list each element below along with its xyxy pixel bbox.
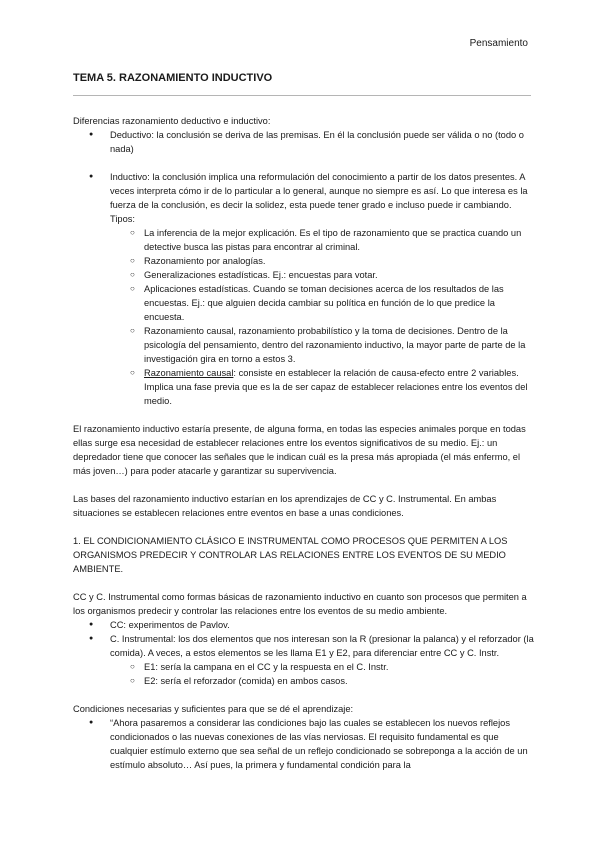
- section-intro: CC y C. Instrumental como formas básicas de razonamiento inductivo en cuanto son procesos que permiten a los organismos predecir y controlar las relaciones entre los eventos de su medio ambiente.: [73, 592, 527, 616]
- tipo-item-causal: [110, 366, 535, 408]
- list-item-quote: ● “Ahora pasaremos a considerar las condiciones bajo las cuales se establecen los nuevos reflejos condicionados o las nuevas conexiones de las vías nerviosas. El requisito fundamental es que cualquier estímulo externo que sea señal de un reflejo condicionado se sobreponga a la acción de un estímulo absoluto… Así pues, la primera y fundamental condición para la: [73, 716, 535, 772]
- causal-text: : consiste en establecer la relación de causa-efecto entre 2 variables. Implica una fase previa que es la de ser capaz de establecer relaciones entre los eventos del medio.: [144, 368, 528, 406]
- e-list: [110, 660, 535, 688]
- condiciones-list: [73, 716, 535, 772]
- header-subject: Pensamiento: [469, 38, 528, 49]
- condiciones-intro: Condiciones necesarias y suficientes para que se dé el aprendizaje:: [73, 704, 354, 714]
- tipo-item: ○ Razonamiento por analogías.: [110, 254, 535, 268]
- inductivo-text: Inductivo: la conclusión implica una reformulación del conocimiento a partir de los datos presentes. A veces interpreta cómo ir de lo particular a lo general, aunque no siempre es así. Lo que interesa es la fuerza de la conclusión, es decir la solidez, esta puede tener grado e incluso puede ir cambiando. Tipos:: [110, 172, 528, 224]
- page-title: TEMA 5. RAZONAMIENTO INDUCTIVO: [73, 72, 273, 84]
- diferencias-list: [73, 128, 535, 156]
- ci-text: C. Instrumental: los dos elementos que nos interesan son la R (presionar la palanca) y el reforzador (la comida). A veces, a estos elementos se les llama E1 y E2, para diferenciar entre CC y C. Instr.: [110, 634, 534, 658]
- diferencias-intro: Diferencias razonamiento deductivo e inductivo:: [73, 116, 271, 126]
- tipo-item: ○ La inferencia de la mejor explicación. Es el tipo de razonamiento que se practica cuando un detective busca las pistas para encontrar al criminal.: [110, 226, 535, 254]
- inductivo-list: [73, 170, 535, 408]
- paragraph-especies: El razonamiento inductivo estaría presente, de alguna forma, en todas las especies animales porque en todas ellas surge esa necesidad de establecer relaciones entre los eventos significativos de su medio. Ej.: un depredador tiene que conocer las señales que le indican cuál es la presa más apropiada (el más enfermo, el más joven…) para poder atacarle y garantizar su supervivencia.: [73, 424, 526, 476]
- e-item: ○ E2: sería el reforzador (comida) en ambos casos.: [110, 674, 535, 688]
- list-item-ci: [73, 632, 535, 688]
- tipos-list: [110, 226, 535, 408]
- list-item-deductivo: ● Deductivo: la conclusión se deriva de las premisas. En él la conclusión puede ser válida o no (todo o nada): [73, 128, 535, 156]
- document-body: [73, 114, 535, 772]
- paragraph-bases: Las bases del razonamiento inductivo estarían en los aprendizajes de CC y C. Instrumental. En ambas situaciones se establecen relaciones entre eventos en base a unas condiciones.: [73, 494, 497, 518]
- tipo-item: ○ Razonamiento causal, razonamiento probabilístico y la toma de decisiones. Dentro de la psicología del pensamiento, dentro del razonamiento inductivo, la mayor parte de parte de la investigación gira en torno a estos 3.: [110, 324, 535, 366]
- tipo-item: ○ Aplicaciones estadísticas. Cuando se toman decisiones acerca de los resultados de las encuestas. Ej.: que alguien decida cambiar su política en función de lo que predice la encuesta.: [110, 282, 535, 324]
- section-heading: 1. EL CONDICIONAMIENTO CLÁSICO E INSTRUMENTAL COMO PROCESOS QUE PERMITEN A LOS ORGANISMOS PREDECIR Y CONTROLAR LAS RELACIONES ENTRE LOS EVENTOS DE SU MEDIO AMBIENTE.: [73, 536, 508, 574]
- list-item-inductivo: [73, 170, 535, 408]
- e-item: ○ E1: sería la campana en el CC y la respuesta en el C. Instr.: [110, 660, 535, 674]
- condicionamiento-list: [73, 618, 535, 688]
- tipo-item: ○ Generalizaciones estadísticas. Ej.: encuestas para votar.: [110, 268, 535, 282]
- title-divider: [73, 95, 531, 96]
- causal-label: Razonamiento causal: [144, 368, 234, 378]
- list-item-cc: ● CC: experimentos de Pavlov.: [73, 618, 535, 632]
